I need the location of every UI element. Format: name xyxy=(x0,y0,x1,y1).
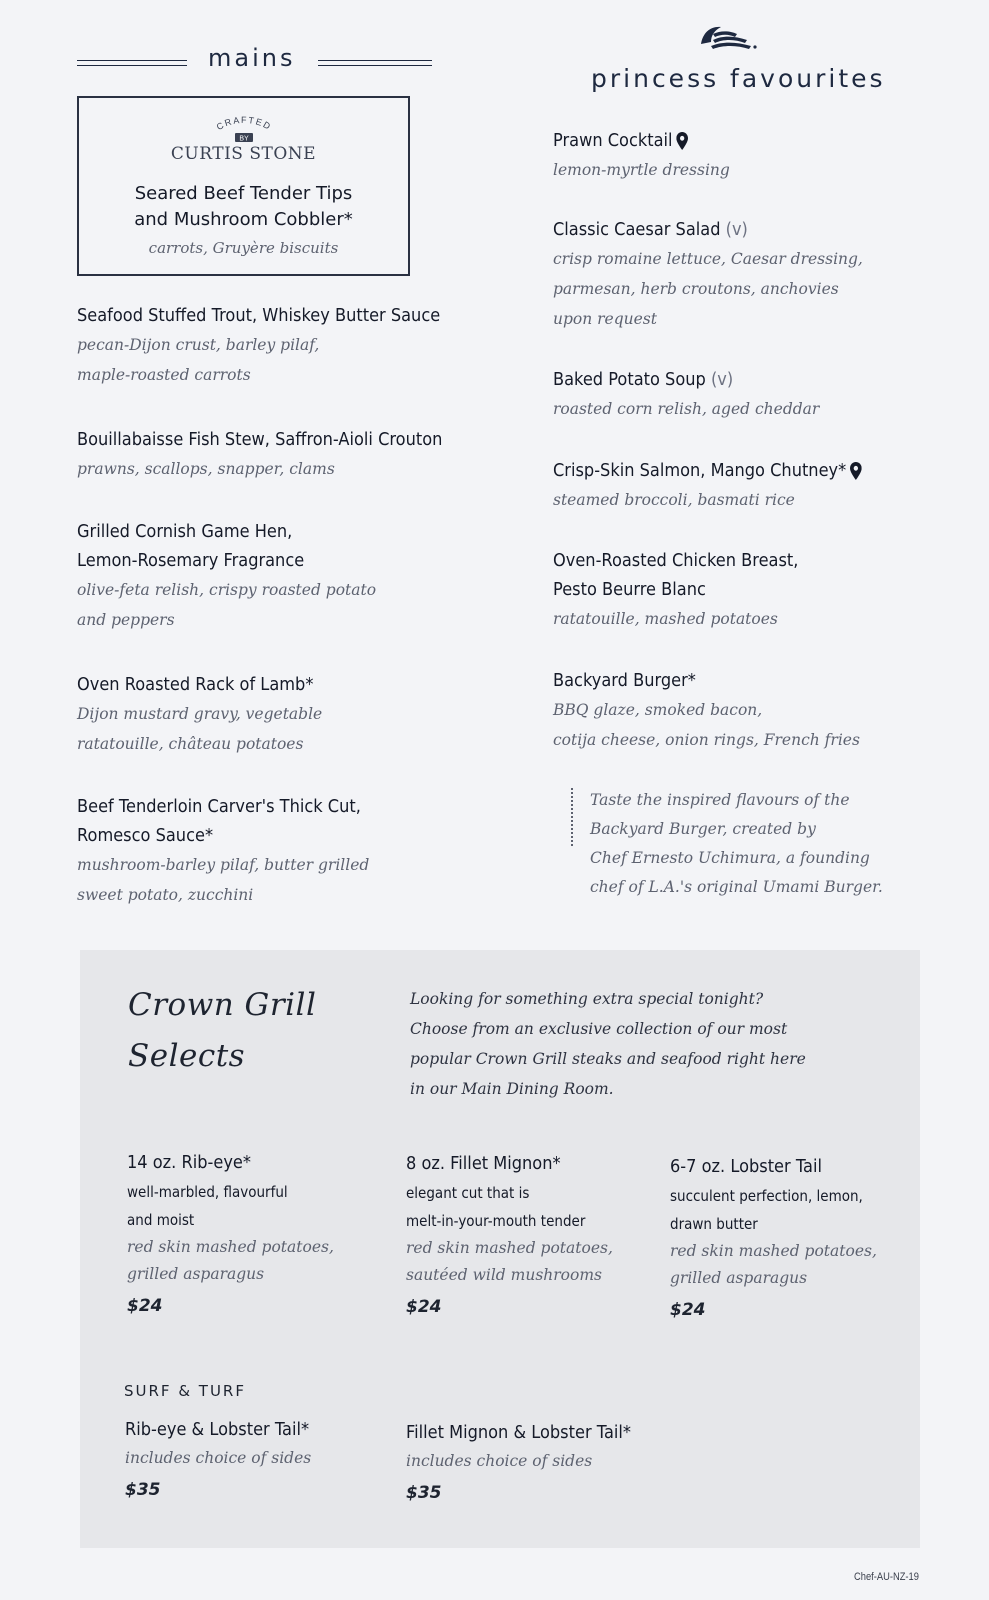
note-line: Taste the inspired flavours of the xyxy=(590,791,850,809)
dish-desc: red skin mashed potatoes, xyxy=(127,1238,334,1256)
dish-desc: includes choice of sides xyxy=(125,1449,312,1467)
dish-desc: sweet potato, zucchini xyxy=(77,886,254,904)
svg-text:CRAFTED xyxy=(214,115,273,132)
favourites-item xyxy=(553,126,730,185)
dish-name: Baked Potato Soup xyxy=(553,369,706,390)
mains-rule-right xyxy=(318,60,432,66)
dish-desc: upon request xyxy=(553,310,657,328)
favourites-item xyxy=(553,456,896,515)
dish-name: Grilled Cornish Game Hen, xyxy=(77,521,293,542)
featured-dish-name-line1: Seared Beef Tender Tips xyxy=(134,183,353,204)
vegetarian-tag: (v) xyxy=(725,219,748,240)
dish-desc: grilled asparagus xyxy=(127,1265,265,1283)
mains-rule-left xyxy=(77,60,187,66)
intro-line: Choose from an exclusive collection of our most xyxy=(410,1020,788,1038)
surf-turf-item xyxy=(125,1415,330,1500)
surf-turf-item xyxy=(406,1418,656,1503)
dish-name: Oven-Roasted Chicken Breast, xyxy=(553,550,799,571)
dish-name: Backyard Burger* xyxy=(553,670,696,691)
dish-desc: grilled asparagus xyxy=(670,1269,808,1287)
dish-desc: BBQ glaze, smoked bacon, xyxy=(553,701,763,719)
burger-note-divider xyxy=(571,788,573,846)
favourites-title: princess favourites xyxy=(591,64,886,93)
favourites-item xyxy=(553,546,826,634)
crafted-label: CRAFTED xyxy=(214,114,273,133)
mains-item xyxy=(77,425,483,484)
dish-desc: lemon-myrtle dressing xyxy=(553,161,730,179)
mains-title: mains xyxy=(208,44,296,72)
dish-desc: red skin mashed potatoes, xyxy=(406,1239,613,1257)
dish-desc: crisp romaine lettuce, Caesar dressing, xyxy=(553,250,863,268)
dish-plain-desc: drawn butter xyxy=(670,1215,758,1233)
dish-desc: olive-feta relish, crispy roasted potato xyxy=(77,581,377,599)
featured-dish-desc: carrots, Gruyère biscuits xyxy=(148,239,339,257)
dish-name: 14 oz. Rib-eye* xyxy=(127,1152,251,1173)
crafted-by-badge xyxy=(79,114,408,147)
dish-name: 6-7 oz. Lobster Tail xyxy=(670,1156,822,1177)
dish-name: Rib-eye & Lobster Tail* xyxy=(125,1419,310,1440)
intro-line: Looking for something extra special tonight? xyxy=(410,990,764,1008)
dish-name: Classic Caesar Salad xyxy=(553,219,721,240)
vegetarian-tag: (v) xyxy=(710,369,734,390)
footer-code: Chef-AU-NZ-19 xyxy=(854,1571,919,1583)
dish-name: Oven Roasted Rack of Lamb* xyxy=(77,674,314,695)
mains-item xyxy=(77,301,481,390)
dish-price: $35 xyxy=(406,1483,442,1503)
dish-desc: Dijon mustard gravy, vegetable xyxy=(77,705,323,723)
crafted-arc-icon xyxy=(199,114,289,142)
featured-chef: CURTIS STONE xyxy=(170,144,317,164)
dish-desc: maple-roasted carrots xyxy=(77,366,251,384)
dish-desc: sautéed wild mushrooms xyxy=(406,1266,602,1284)
featured-dish-name-line2: and Mushroom Cobbler* xyxy=(134,209,353,230)
location-pin-icon xyxy=(676,132,688,150)
crown-grill-title-line1: Crown Grill xyxy=(128,987,317,1023)
dish-plain-desc: well-marbled, flavourful xyxy=(127,1183,288,1201)
favourites-item xyxy=(553,666,860,755)
dish-desc: ratatouille, mashed potatoes xyxy=(553,610,778,628)
dish-desc: red skin mashed potatoes, xyxy=(670,1242,877,1260)
dish-desc: roasted corn relish, aged cheddar xyxy=(553,400,820,418)
featured-dish-box xyxy=(77,96,410,276)
mains-item xyxy=(77,517,376,635)
crown-grill-title-line2: Selects xyxy=(128,1038,246,1074)
dish-desc: includes choice of sides xyxy=(406,1452,593,1470)
dish-plain-desc: melt-in-your-mouth tender xyxy=(406,1212,586,1230)
surf-turf-heading: SURF & TURF xyxy=(124,1382,246,1400)
dish-plain-desc: succulent perfection, lemon, xyxy=(670,1187,863,1205)
dish-desc: ratatouille, château potatoes xyxy=(77,735,304,753)
dish-name: Lemon-Rosemary Fragrance xyxy=(77,550,305,571)
note-line: chef of L.A.'s original Umami Burger. xyxy=(590,878,883,896)
location-pin-icon xyxy=(850,462,862,480)
dish-desc: pecan-Dijon crust, barley pilaf, xyxy=(77,336,320,354)
dish-price: $35 xyxy=(125,1480,161,1500)
dish-price: $24 xyxy=(670,1300,706,1320)
crown-grill-intro xyxy=(410,984,806,1104)
dish-desc: steamed broccoli, basmati rice xyxy=(553,491,795,509)
dish-name: 8 oz. Fillet Mignon* xyxy=(406,1153,561,1174)
favourites-item xyxy=(553,215,863,334)
dish-plain-desc: elegant cut that is xyxy=(406,1184,530,1202)
intro-line: popular Crown Grill steaks and seafood right here xyxy=(410,1050,806,1068)
mains-item xyxy=(77,792,392,910)
crown-grill-item xyxy=(127,1148,334,1316)
crown-grill-item xyxy=(670,1152,884,1320)
crown-grill-title xyxy=(128,980,316,1082)
dish-desc: mushroom-barley pilaf, butter grilled xyxy=(77,856,370,874)
crown-grill-item xyxy=(406,1149,613,1317)
dish-price: $24 xyxy=(127,1296,163,1316)
dish-name: Beef Tenderloin Carver's Thick Cut, xyxy=(77,796,361,817)
dish-name: Crisp-Skin Salmon, Mango Chutney* xyxy=(553,460,847,481)
note-line: Chef Ernesto Uchimura, a founding xyxy=(590,849,870,867)
princess-seawitch-logo xyxy=(697,22,759,52)
mains-item xyxy=(77,670,340,759)
note-line: Backyard Burger, created by xyxy=(590,820,816,838)
dish-desc: and peppers xyxy=(77,611,175,629)
dish-price: $24 xyxy=(406,1297,442,1317)
dish-name: Pesto Beurre Blanc xyxy=(553,579,706,600)
dish-desc: parmesan, herb croutons, anchovies xyxy=(553,280,839,298)
favourites-item xyxy=(553,365,819,424)
intro-line: in our Main Dining Room. xyxy=(410,1080,614,1098)
dish-name: Seafood Stuffed Trout, Whiskey Butter Sauce xyxy=(77,305,441,326)
dish-name: Prawn Cocktail xyxy=(553,130,673,151)
burger-note xyxy=(590,786,883,902)
dish-plain-desc: and moist xyxy=(127,1211,195,1229)
dish-name: Romesco Sauce* xyxy=(77,825,214,846)
crafted-by-label: BY xyxy=(238,135,249,142)
dish-desc: prawns, scallops, snapper, clams xyxy=(77,460,335,478)
dish-name: Fillet Mignon & Lobster Tail* xyxy=(406,1422,631,1443)
dish-desc: cotija cheese, onion rings, French fries xyxy=(553,731,860,749)
dish-name: Bouillabaisse Fish Stew, Saffron-Aioli Crouton xyxy=(77,429,443,450)
